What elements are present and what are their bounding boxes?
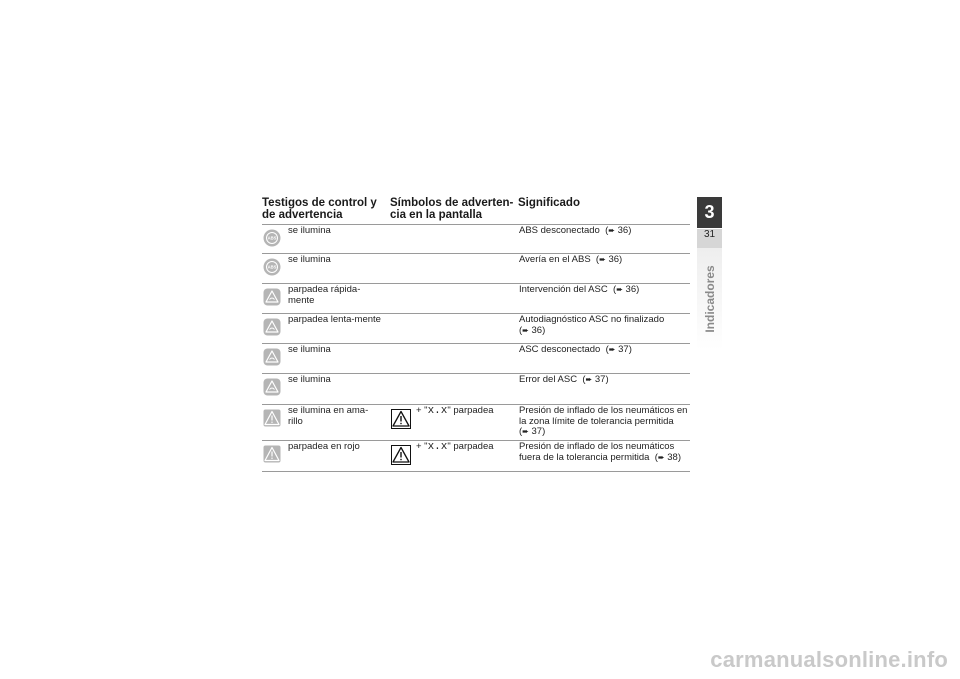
page-number: 31 bbox=[697, 228, 722, 248]
row-meaning: Intervención del ASC (➨ 36) bbox=[519, 284, 640, 295]
warning-triangle-icon bbox=[263, 445, 281, 463]
page-ref[interactable]: 37 bbox=[531, 426, 543, 437]
row-meaning: Autodiagnóstico ASC no finalizado (➨ 36) bbox=[519, 314, 665, 336]
row-meaning: ABS desconectado (➨ 36) bbox=[519, 225, 632, 236]
section-title: Indicadores bbox=[702, 265, 717, 333]
row-meaning: Presión de inflado de los neumáticos fuera de la tolerancia permitida (➨ 38) bbox=[519, 441, 681, 463]
chapter-divider bbox=[697, 228, 722, 229]
table-row bbox=[262, 253, 690, 283]
table-row bbox=[262, 404, 690, 440]
table-row bbox=[262, 283, 690, 313]
header-col-meaning: Significado bbox=[518, 197, 580, 209]
row-status: parpadea rápida-mente bbox=[288, 284, 361, 306]
svg-text:ABS: ABS bbox=[267, 264, 277, 270]
table-row bbox=[262, 440, 690, 471]
asc-triangle-icon bbox=[263, 378, 281, 396]
table-header bbox=[262, 197, 690, 224]
indicator-table bbox=[262, 197, 690, 472]
row-status: parpadea en rojo bbox=[288, 441, 360, 452]
abs-circle-icon bbox=[263, 258, 281, 276]
row-status: se ilumina en ama-rillo bbox=[288, 405, 369, 427]
page-ref[interactable]: 37 bbox=[594, 374, 606, 385]
page-ref[interactable]: 36 bbox=[531, 324, 543, 336]
page-ref[interactable]: 38 bbox=[667, 451, 678, 463]
row-meaning: Avería en el ABS (➨ 36) bbox=[519, 254, 623, 265]
chapter-number: 3 bbox=[697, 197, 722, 228]
page-ref[interactable]: 37 bbox=[618, 344, 629, 355]
svg-text:ABS: ABS bbox=[267, 235, 277, 241]
row-status: se ilumina bbox=[288, 225, 331, 236]
symbol-text: + "x.x" parpadea bbox=[416, 441, 494, 453]
asc-triangle-icon bbox=[263, 348, 281, 366]
header-col-indicators: Testigos de control y de advertencia bbox=[262, 197, 377, 221]
table-row bbox=[262, 343, 690, 373]
warning-triangle-icon bbox=[263, 409, 281, 427]
table-row bbox=[262, 373, 690, 404]
header-col-symbols: Símbolos de adverten-cia en la pantalla bbox=[390, 197, 514, 221]
row-status: se ilumina bbox=[288, 254, 331, 265]
symbol-text: + "x.x" parpadea bbox=[416, 405, 494, 417]
table-bottom-rule bbox=[262, 471, 690, 472]
page-ref[interactable]: 36 bbox=[617, 225, 629, 236]
warning-triangle-icon bbox=[391, 409, 411, 429]
section-tab bbox=[697, 248, 722, 350]
row-meaning: ASC desconectado (➨ 37) bbox=[519, 344, 632, 355]
table-row bbox=[262, 224, 690, 253]
warning-triangle-icon bbox=[391, 445, 411, 465]
page-ref[interactable]: 36 bbox=[608, 254, 620, 265]
row-status: se ilumina bbox=[288, 344, 331, 355]
row-status: se ilumina bbox=[288, 374, 331, 385]
row-meaning: Presión de inflado de los neumáticos en la zona límite de tolerancia permitida (➨ 37) bbox=[519, 405, 688, 437]
row-meaning: Error del ASC (➨ 37) bbox=[519, 374, 609, 385]
asc-triangle-icon bbox=[263, 318, 281, 336]
page-ref[interactable]: 36 bbox=[625, 284, 637, 295]
asc-triangle-icon bbox=[263, 288, 281, 306]
abs-circle-icon bbox=[263, 229, 281, 247]
row-status: parpadea lenta-mente bbox=[288, 314, 381, 325]
table-row bbox=[262, 313, 690, 343]
watermark: carmanualsonline.info bbox=[710, 647, 948, 672]
